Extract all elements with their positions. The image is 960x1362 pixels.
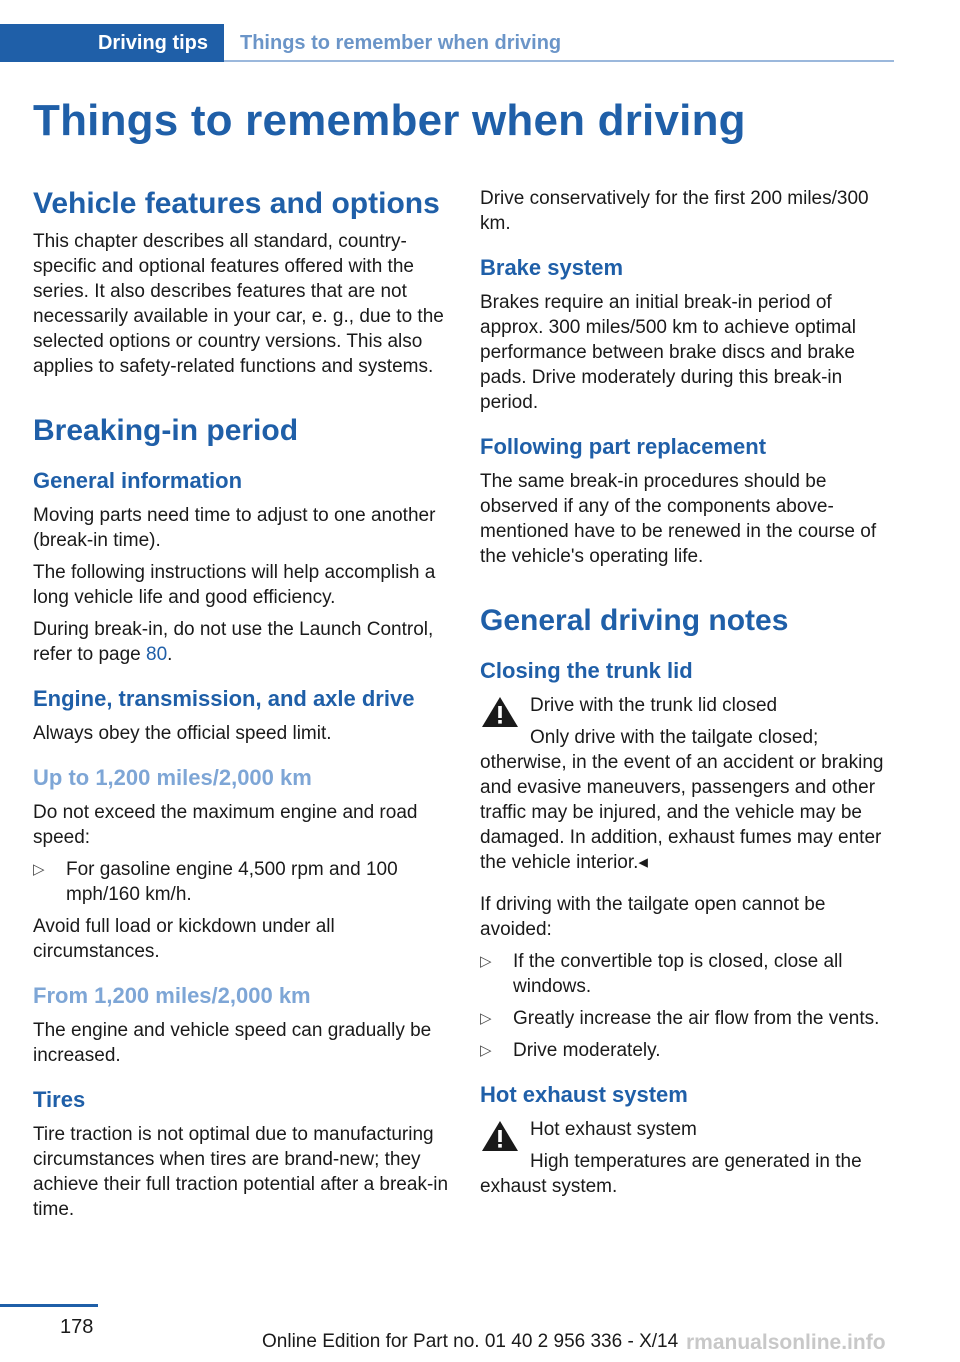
tires-continued-text: Drive conservatively for the first 200 miles/300 km.: [480, 188, 869, 234]
warning-trunk-text: Only drive with the tailgate closed; otherwise, in the event of an accident or braking and evasive maneuvers, passengers and other traffic may be injured, and the vehicle may be damaged. In addition, exhaust fumes may enter the vehicle interior.◂: [480, 727, 884, 873]
bullet-triangle-icon: ▷: [480, 953, 492, 970]
heading-from-1200: From 1,200 miles/2,000 km: [33, 983, 311, 1008]
warning-triangle-icon: [480, 1119, 520, 1153]
right-column: [480, 186, 896, 1199]
edition-text: Online Edition for Part no. 01 40 2 956 336 - X/14: [262, 1331, 679, 1352]
list-item-text: If the convertible top is closed, close all windows.: [513, 951, 843, 997]
general-info-p3-text: During break-in, do not use the Launch Control, refer to page: [33, 619, 434, 665]
vehicle-features-text: This chapter describes all standard, country-specific and optional features offered with the series. It also describes features that are not necessarily available in your car, e. g., due to the selected options or country versions. This also applies to safety-related functions and systems.: [33, 231, 444, 377]
list-item-text: Greatly increase the air flow from the vents.: [513, 1008, 880, 1029]
from-text: The engine and vehicle speed can gradually be increased.: [33, 1020, 432, 1066]
left-column: [33, 186, 449, 1222]
trunk-after-text: If driving with the tailgate open cannot be avoided:: [480, 894, 826, 940]
replacement-text: The same break-in procedures should be observed if any of the components above-mentioned have to be renewed in the course of the vehicle's operating life.: [480, 471, 877, 567]
bullet-triangle-icon: ▷: [480, 1042, 492, 1059]
heading-general-driving-notes: General driving notes: [480, 604, 789, 637]
page-number: 178: [60, 1316, 94, 1338]
list-item: [480, 949, 896, 999]
list-item: [33, 857, 449, 907]
engine-text: Always obey the official speed limit.: [33, 723, 332, 744]
heading-tires: Tires: [33, 1087, 86, 1112]
bullet-triangle-icon: ▷: [480, 1010, 492, 1027]
list-item-text: Drive moderately.: [513, 1040, 661, 1061]
heading-part-replacement: Following part replacement: [480, 434, 767, 459]
general-info-p1: Moving parts need time to adjust to one another (break-in time).: [33, 505, 436, 551]
heading-breaking-in: Breaking-in period: [33, 414, 299, 447]
up-to-after: Avoid full load or kickdown under all circumstances.: [33, 916, 335, 962]
heading-hot-exhaust: Hot exhaust system: [480, 1082, 688, 1107]
list-item-text: For gasoline engine 4,500 rpm and 100 mph/160 km/h.: [66, 859, 398, 905]
warning-exhaust-text: High temperatures are generated in the exhaust system.: [480, 1151, 862, 1197]
general-info-p3-end: .: [167, 644, 173, 665]
warning-trunk-title: Drive with the trunk lid closed: [530, 695, 778, 716]
footer-divider: [0, 1304, 98, 1307]
heading-vehicle-features: Vehicle features and options: [33, 187, 440, 220]
warning-exhaust-title: Hot exhaust system: [530, 1119, 697, 1140]
list-item: [480, 1006, 896, 1031]
heading-brake-system: Brake system: [480, 255, 624, 280]
header-bar: [0, 24, 894, 62]
page-title: Things to remember when driving: [33, 96, 746, 145]
list-item: [480, 1038, 896, 1063]
general-info-p2: The following instructions will help accomplish a long vehicle life and good efficiency.: [33, 562, 436, 608]
heading-up-to-1200: Up to 1,200 miles/2,000 km: [33, 765, 312, 790]
warning-trunk: [480, 693, 896, 875]
heading-general-information: General information: [33, 468, 243, 493]
watermark: rmanualsonline.info: [686, 1331, 886, 1354]
heading-engine-transmission: Engine, transmission, and axle drive: [33, 686, 415, 711]
warning-exhaust: [480, 1117, 896, 1199]
general-info-p3: [33, 617, 449, 667]
heading-closing-trunk-lid: Closing the trunk lid: [480, 658, 693, 683]
section-tab[interactable]: Driving tips: [0, 24, 224, 62]
subsection-tab[interactable]: Things to remember when driving: [240, 31, 562, 54]
bullet-triangle-icon: ▷: [33, 861, 45, 878]
warning-triangle-icon: [480, 695, 520, 729]
tires-text: Tire traction is not optimal due to manufacturing circumstances when tires are brand-new; they achieve their full traction potential after a break-in time.: [33, 1124, 449, 1220]
up-to-text: Do not exceed the maximum engine and road speed:: [33, 802, 418, 848]
header-divider: [224, 60, 894, 62]
page-link-80[interactable]: 80: [146, 644, 168, 665]
brake-text: Brakes require an initial break-in period of approx. 300 miles/500 km to achieve optimal performance between brake discs and brake pads. Drive moderately during this break-in period.: [480, 292, 856, 413]
